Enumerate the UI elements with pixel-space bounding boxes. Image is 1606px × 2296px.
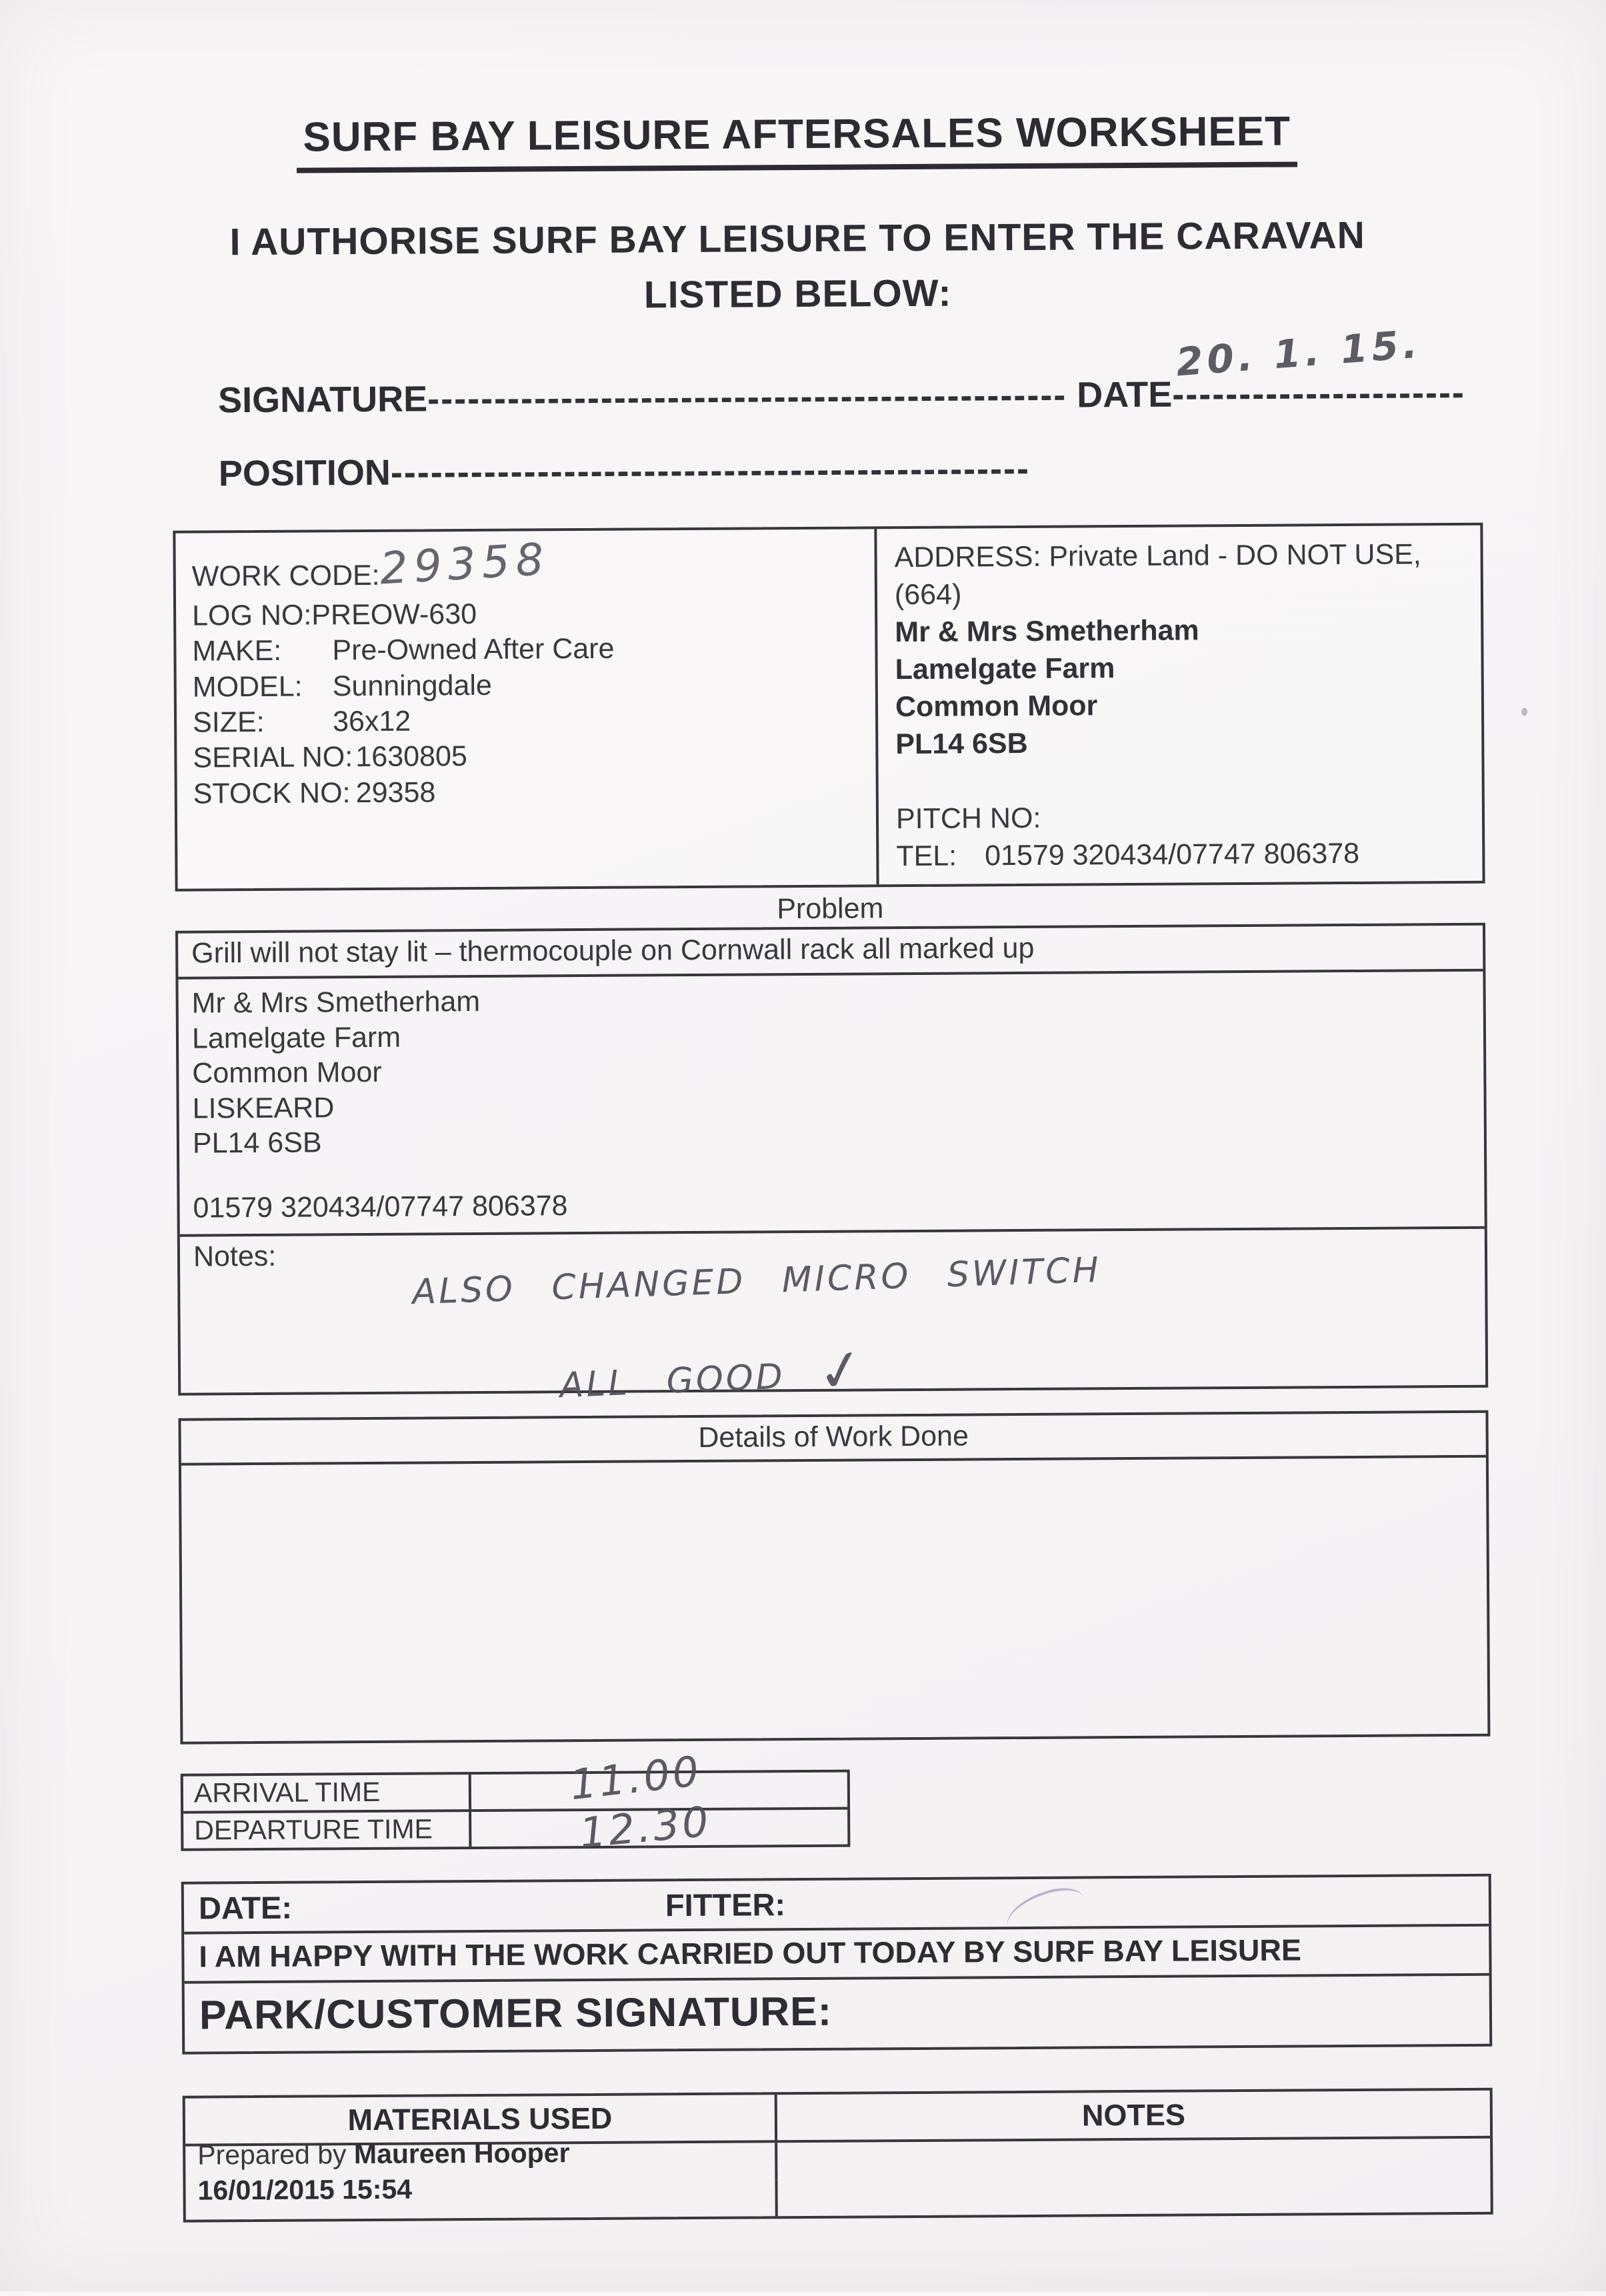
address-panel xyxy=(874,525,1482,885)
notes-label: Notes: xyxy=(193,1240,277,1273)
authorisation-line-1: I AUTHORISE SURF BAY LEISURE TO ENTER THE CARAVAN xyxy=(0,207,1601,271)
arrival-time-row xyxy=(183,1772,847,1813)
date-fitter-row xyxy=(184,1876,1489,1934)
info-row-size xyxy=(193,701,870,741)
handwritten-date: 20. 1. 15. xyxy=(1175,321,1423,385)
serial-no-label: SERIAL NO: xyxy=(193,740,355,776)
date-label: DATE xyxy=(1077,375,1172,415)
handwritten-departure-time: 12.30 xyxy=(577,1797,713,1857)
park-customer-signature-label: PARK/CUSTOMER SIGNATURE: xyxy=(185,1975,1490,2051)
address-street: Lamelgate Farm xyxy=(895,648,1475,689)
model-value: Sunningdale xyxy=(333,670,492,702)
customer-line: Common Moor xyxy=(192,1048,1470,1091)
problem-description: Grill will not stay lit – thermocouple on Cornwall rack all marked up xyxy=(178,926,1483,980)
handwritten-note-2 xyxy=(558,1332,867,1410)
scan-speck xyxy=(1521,708,1527,716)
arrival-time-label: ARRIVAL TIME xyxy=(183,1775,471,1811)
problem-heading: Problem xyxy=(175,889,1485,930)
make-value: Pre-Owned After Care xyxy=(332,633,614,667)
prepared-by-name: Maureen Hooper xyxy=(354,2137,570,2169)
customer-phone: 01579 320434/07747 806378 xyxy=(179,1153,1485,1234)
times-table xyxy=(181,1769,851,1851)
signoff-box xyxy=(181,1873,1493,2054)
position-label: POSITION xyxy=(219,453,391,494)
work-done-heading: Details of Work Done xyxy=(181,1412,1486,1465)
address-postcode: PL14 6SB xyxy=(895,723,1476,764)
work-code-label: WORK CODE: xyxy=(192,558,380,595)
departure-time-label: DEPARTURE TIME xyxy=(183,1812,471,1849)
log-no-label: LOG NO: xyxy=(192,598,312,634)
page-title: SURF BAY LEISURE AFTERSALES WORKSHEET xyxy=(296,107,1297,173)
signature-label: SIGNATURE xyxy=(218,379,427,421)
authorisation-line-2: LISTED BELOW: xyxy=(0,261,1601,326)
stock-no-value: 29358 xyxy=(356,776,436,809)
departure-time-row xyxy=(183,1809,847,1848)
work-done-empty-area xyxy=(181,1457,1487,1741)
notes-area xyxy=(180,1226,1485,1392)
position-row xyxy=(219,445,1602,495)
address-customer-name: Mr & Mrs Smetherham xyxy=(895,611,1475,652)
tel-label: TEL: xyxy=(896,840,957,872)
stock-no-label: STOCK NO: xyxy=(193,776,356,812)
notes-cell-empty xyxy=(777,2138,1490,2179)
departure-time-cell xyxy=(471,1809,847,1846)
problem-customer-block xyxy=(178,972,1484,1161)
info-row-make xyxy=(192,630,869,670)
notes-cell-empty xyxy=(777,2175,1490,2216)
address-label: ADDRESS: xyxy=(894,541,1041,573)
caravan-details-panel xyxy=(175,529,876,890)
notes-header: NOTES xyxy=(777,2090,1490,2140)
prepared-by-line xyxy=(197,2135,570,2173)
work-done-box xyxy=(178,1410,1490,1744)
authorisation-statement xyxy=(0,207,1601,327)
info-row-serial-no xyxy=(193,737,870,777)
materials-used-header: MATERIALS USED xyxy=(185,2095,777,2143)
happy-statement: I AM HAPPY WITH THE WORK CARRIED OUT TODAY BY SURF BAY LEISURE xyxy=(184,1926,1489,1983)
log-no-value: PREOW-630 xyxy=(311,598,477,632)
size-label: SIZE: xyxy=(193,704,333,741)
make-label: MAKE: xyxy=(192,634,332,670)
signature-date-row xyxy=(218,371,1601,421)
footer xyxy=(197,2135,570,2209)
pitch-no-label: PITCH NO: xyxy=(896,797,1477,838)
address-value: Private Land - DO NOT USE, (664) xyxy=(895,538,1437,611)
handwritten-checkmark: ✓ xyxy=(812,1334,873,1407)
signoff-date-label: DATE: xyxy=(199,1887,665,1926)
handwritten-note-1: ALSO CHANGED MICRO SWITCH xyxy=(412,1250,1102,1312)
info-row-stock-no xyxy=(193,772,871,812)
info-row-log-no xyxy=(192,594,869,634)
fitter-label: FITTER: xyxy=(665,1886,785,1923)
tel-value: 01579 320434/07747 806378 xyxy=(985,837,1359,871)
size-value: 36x12 xyxy=(333,706,411,738)
caravan-info-box xyxy=(173,523,1485,892)
customer-line: PL14 6SB xyxy=(193,1118,1471,1161)
model-label: MODEL: xyxy=(193,669,333,706)
date-dash-line: ---------------------- xyxy=(1172,373,1465,415)
info-row-work-code xyxy=(191,540,869,599)
prepared-by-prefix: Prepared by xyxy=(197,2139,354,2170)
problem-box xyxy=(175,923,1488,1395)
tel-line xyxy=(896,834,1477,875)
customer-line: Mr & Mrs Smetherham xyxy=(192,978,1470,1021)
handwritten-work-code: 29358 xyxy=(378,532,551,597)
handwritten-note-2-text: ALL GOOD xyxy=(559,1356,786,1406)
handwritten-arrival-time: 11.00 xyxy=(567,1747,703,1809)
position-dash-line: ------------------------------------------------ xyxy=(391,449,1031,493)
serial-no-value: 1630805 xyxy=(355,740,467,773)
customer-line: Lamelgate Farm xyxy=(192,1014,1470,1056)
prepared-timestamp: 16/01/2015 15:54 xyxy=(197,2171,570,2209)
address-town: Common Moor xyxy=(895,686,1476,726)
address-line xyxy=(894,536,1475,614)
signature-dash-line: ------------------------------------------------ xyxy=(427,375,1067,419)
customer-line: LISKEARD xyxy=(192,1084,1470,1126)
info-row-model xyxy=(193,666,870,706)
